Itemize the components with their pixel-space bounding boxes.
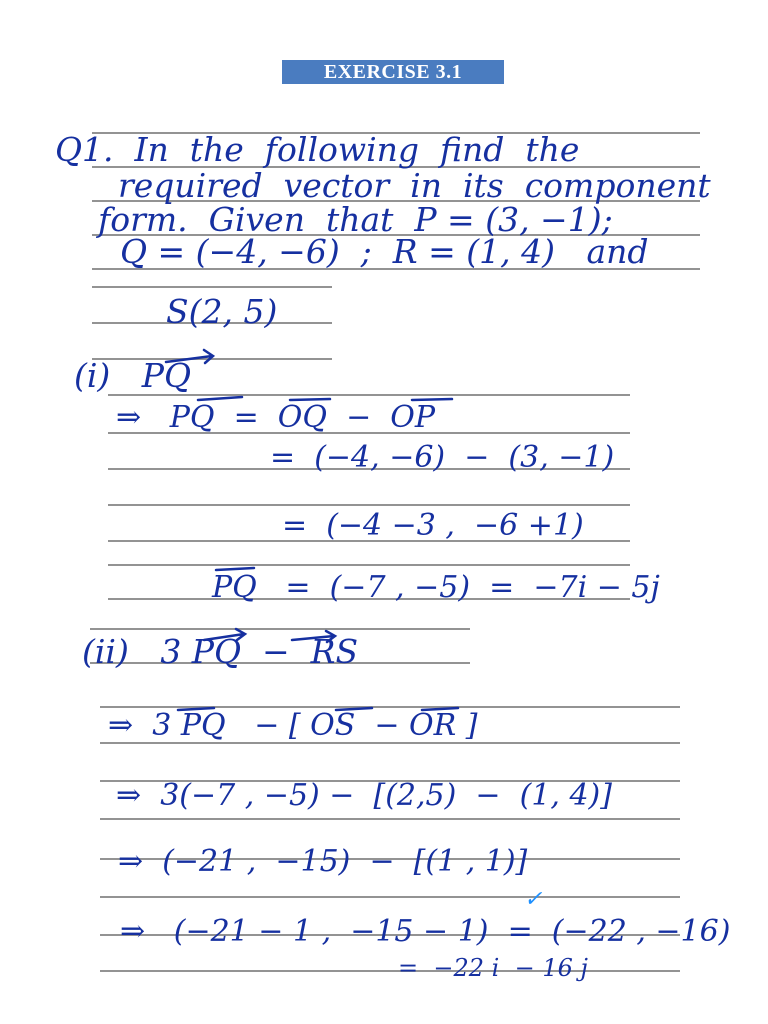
part-i-step: PQ = (−7 , −5) = −7i − 5j (212, 570, 660, 605)
vector-arrow-pq-part-ii (204, 629, 245, 640)
part-i-heading: (i) PQ (74, 356, 192, 395)
exercise-title: EXERCISE 3.1 (282, 60, 504, 84)
overbar-op (412, 399, 452, 400)
question-line: form. Given that P = (3, −1); (98, 200, 613, 239)
overbar-pq-result (216, 568, 254, 570)
vector-arrow-pq-heading (166, 350, 213, 363)
part-ii-step: = −22 i − 16 j (398, 954, 588, 982)
part-ii-step: ⇒ (−21 , −15) − [(1 , 1)] (118, 844, 528, 879)
part-ii-step: ⇒ 3(−7 , −5) − [(2,5) − (1, 4)] (116, 778, 612, 813)
overbar-pq-step (178, 708, 214, 710)
part-ii-heading: (ii) 3 PQ − RS (82, 632, 359, 671)
part-i-step: ⇒ PQ = OQ − OP (116, 400, 436, 435)
part-i-step: = (−4, −6) − (3, −1) (270, 440, 615, 475)
vector-arrow-rs (292, 631, 335, 642)
part-ii-step: ⇒ (−21 − 1 , −15 − 1) = (−22 , −16) (120, 914, 731, 949)
overbar-or (422, 708, 458, 710)
overbar-os (336, 708, 372, 710)
part-i-step: = (−4 −3 , −6 +1) (282, 508, 584, 543)
question-line: required vector in its component (118, 166, 711, 205)
question-line: Q = (−4, −6) ; R = (1, 4) and (120, 232, 649, 271)
question-line: S(2, 5) (166, 292, 278, 331)
tick-mark: ✓ (524, 887, 543, 912)
overbar-oq (290, 399, 330, 400)
part-ii-step: ⇒ 3 PQ − [ OS − OR ] (108, 708, 478, 743)
question-line: Q1. In the following find the (55, 130, 580, 169)
overbar-pq (198, 397, 242, 400)
